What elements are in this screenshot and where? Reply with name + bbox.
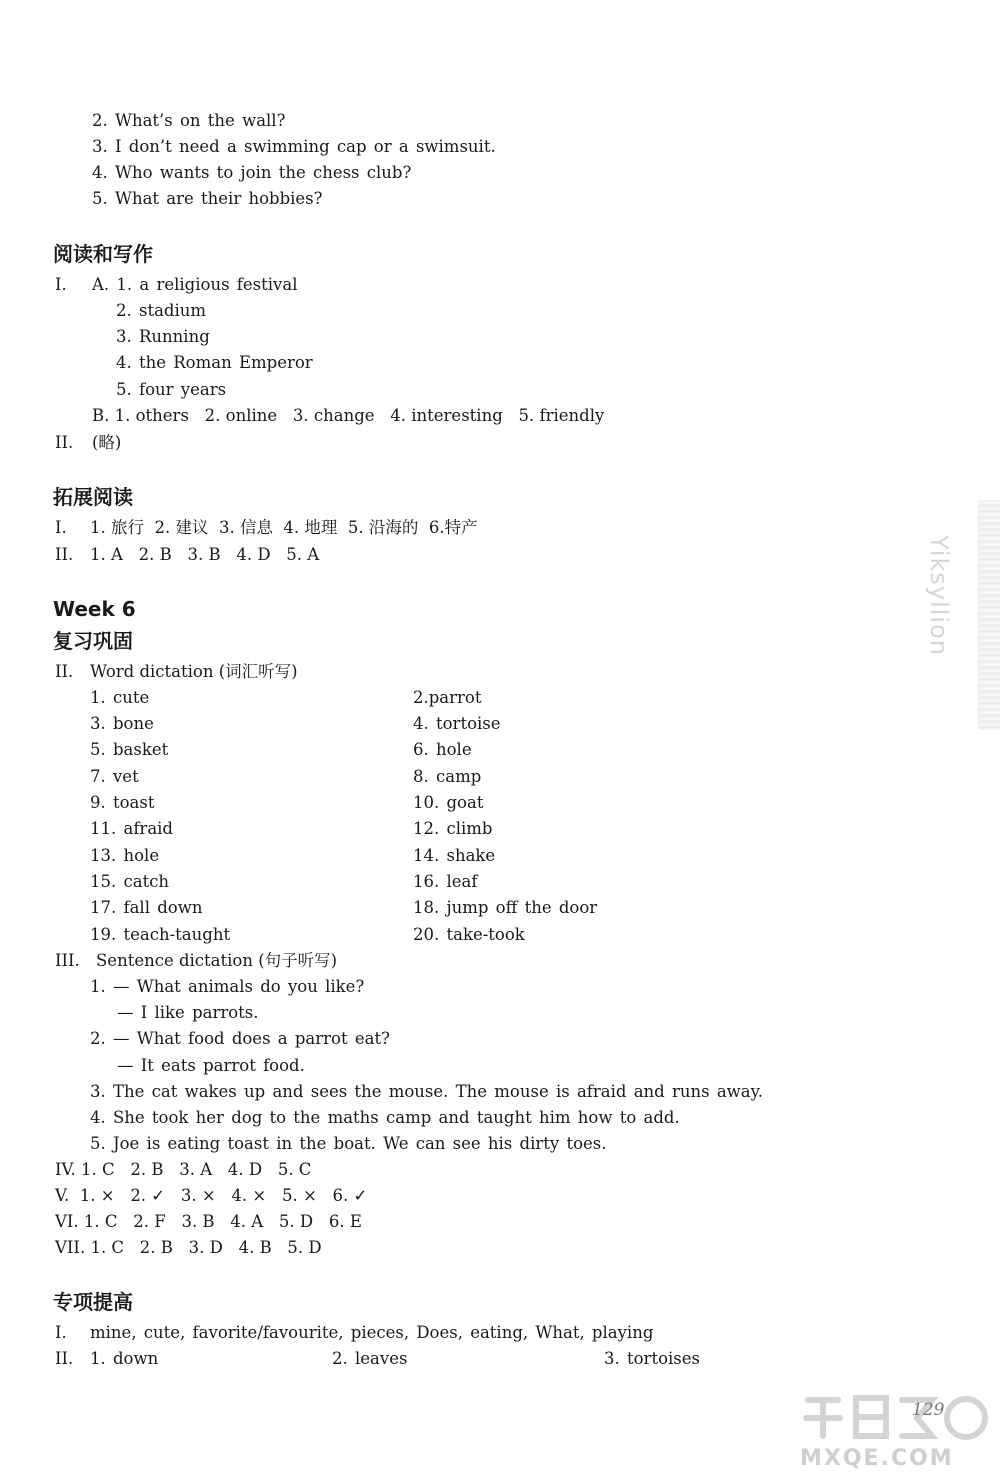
- section-heading-extended-reading: 拓展阅读: [53, 485, 133, 509]
- sentence-item: 1. — What animals do you like?: [90, 977, 365, 996]
- rw-I-A-item-5: 5. four years: [116, 380, 227, 399]
- er-I-answers: 1. 旅行 2. 建议 3. 信息 4. 地理 5. 沿海的 6.特产: [90, 518, 478, 537]
- section-heading-review: 复习巩固: [53, 629, 133, 653]
- rw-I-A-item-3: 3. Running: [116, 327, 210, 346]
- sentence-item: — I like parrots.: [117, 1003, 259, 1022]
- section-heading-reading-writing: 阅读和写作: [53, 242, 153, 266]
- review-II-title: Word dictation (词汇听写): [90, 662, 298, 681]
- rw-I-number: I.: [55, 275, 67, 294]
- sentence-item: — It eats parrot food.: [117, 1056, 305, 1075]
- word-item: 15. catch: [90, 872, 170, 891]
- rw-II-text: (略): [92, 433, 122, 452]
- page-edge-texture: [978, 500, 1000, 730]
- word-item: 14. shake: [413, 846, 496, 865]
- section-heading-improvement: 专项提高: [53, 1290, 133, 1314]
- word-item: 10. goat: [413, 793, 484, 812]
- word-item: 16. leaf: [413, 872, 478, 891]
- review-II-number: II.: [55, 662, 74, 681]
- top-list-item-2: 2. What’s on the wall?: [92, 111, 286, 130]
- week-title: Week 6: [53, 597, 136, 621]
- rw-II-number: II.: [55, 433, 74, 452]
- word-item: 5. basket: [90, 740, 169, 759]
- review-IV-answers: IV. 1. C 2. B 3. A 4. D 5. C: [55, 1160, 312, 1179]
- review-VI-answers: VI. 1. C 2. F 3. B 4. A 5. D 6. E: [55, 1212, 362, 1231]
- review-III-number: III.: [55, 951, 80, 970]
- rw-I-A-item-4: 4. the Roman Emperor: [116, 353, 313, 372]
- review-V-answers: V. 1. × 2. ✓ 3. × 4. × 5. × 6. ✓: [55, 1186, 368, 1205]
- word-item: 20. take-took: [413, 925, 525, 944]
- top-list-item-3: 3. I don’t need a swimming cap or a swimsuit.: [92, 137, 496, 156]
- sentence-item: 5. Joe is eating toast in the boat. We can see his dirty toes.: [90, 1134, 607, 1153]
- word-item: 2.parrot: [413, 688, 482, 707]
- imp-I-answers: mine, cute, favorite/favourite, pieces, Does, eating, What, playing: [90, 1323, 654, 1342]
- logo-text: MXQE.COM: [800, 1446, 954, 1471]
- top-list-item-4: 4. Who wants to join the chess club?: [92, 163, 412, 182]
- review-VII-answers: VII. 1. C 2. B 3. D 4. B 5. D: [55, 1238, 322, 1257]
- rw-I-B-answers: B. 1. others 2. online 3. change 4. interesting 5. friendly: [92, 406, 605, 425]
- rw-I-A-item-2: 2. stadium: [116, 301, 207, 320]
- word-item: 6. hole: [413, 740, 472, 759]
- word-item: 4. tortoise: [413, 714, 501, 733]
- sentence-item: 2. — What food does a parrot eat?: [90, 1029, 390, 1048]
- word-item: 11. afraid: [90, 819, 173, 838]
- imp-II-number: II.: [55, 1349, 74, 1368]
- imp-I-number: I.: [55, 1323, 67, 1342]
- word-item: 8. camp: [413, 767, 482, 786]
- word-item: 3. bone: [90, 714, 154, 733]
- imp-II-item-3: 3. tortoises: [604, 1349, 700, 1368]
- side-watermark: Yiksyllion: [925, 535, 953, 656]
- word-item: 12. climb: [413, 819, 493, 838]
- page-number: 129: [912, 1400, 945, 1420]
- er-II-number: II.: [55, 545, 74, 564]
- word-item: 1. cute: [90, 688, 150, 707]
- review-III-title: Sentence dictation (句子听写): [96, 951, 338, 970]
- er-I-number: I.: [55, 518, 67, 537]
- imp-II-item-1: 1. down: [90, 1349, 159, 1368]
- word-item: 17. fall down: [90, 898, 203, 917]
- word-item: 19. teach-taught: [90, 925, 231, 944]
- sentence-item: 3. The cat wakes up and sees the mouse. The mouse is afraid and runs away.: [90, 1082, 763, 1101]
- imp-II-item-2: 2. leaves: [332, 1349, 408, 1368]
- er-II-answers: 1. A 2. B 3. B 4. D 5. A: [90, 545, 320, 564]
- sentence-item: 4. She took her dog to the maths camp and taught him how to add.: [90, 1108, 680, 1127]
- word-item: 13. hole: [90, 846, 160, 865]
- top-list-item-5: 5. What are their hobbies?: [92, 189, 323, 208]
- rw-I-A-item-1: A. 1. a religious festival: [92, 275, 298, 294]
- word-item: 9. toast: [90, 793, 155, 812]
- word-item: 7. vet: [90, 767, 139, 786]
- word-item: 18. jump off the door: [413, 898, 598, 917]
